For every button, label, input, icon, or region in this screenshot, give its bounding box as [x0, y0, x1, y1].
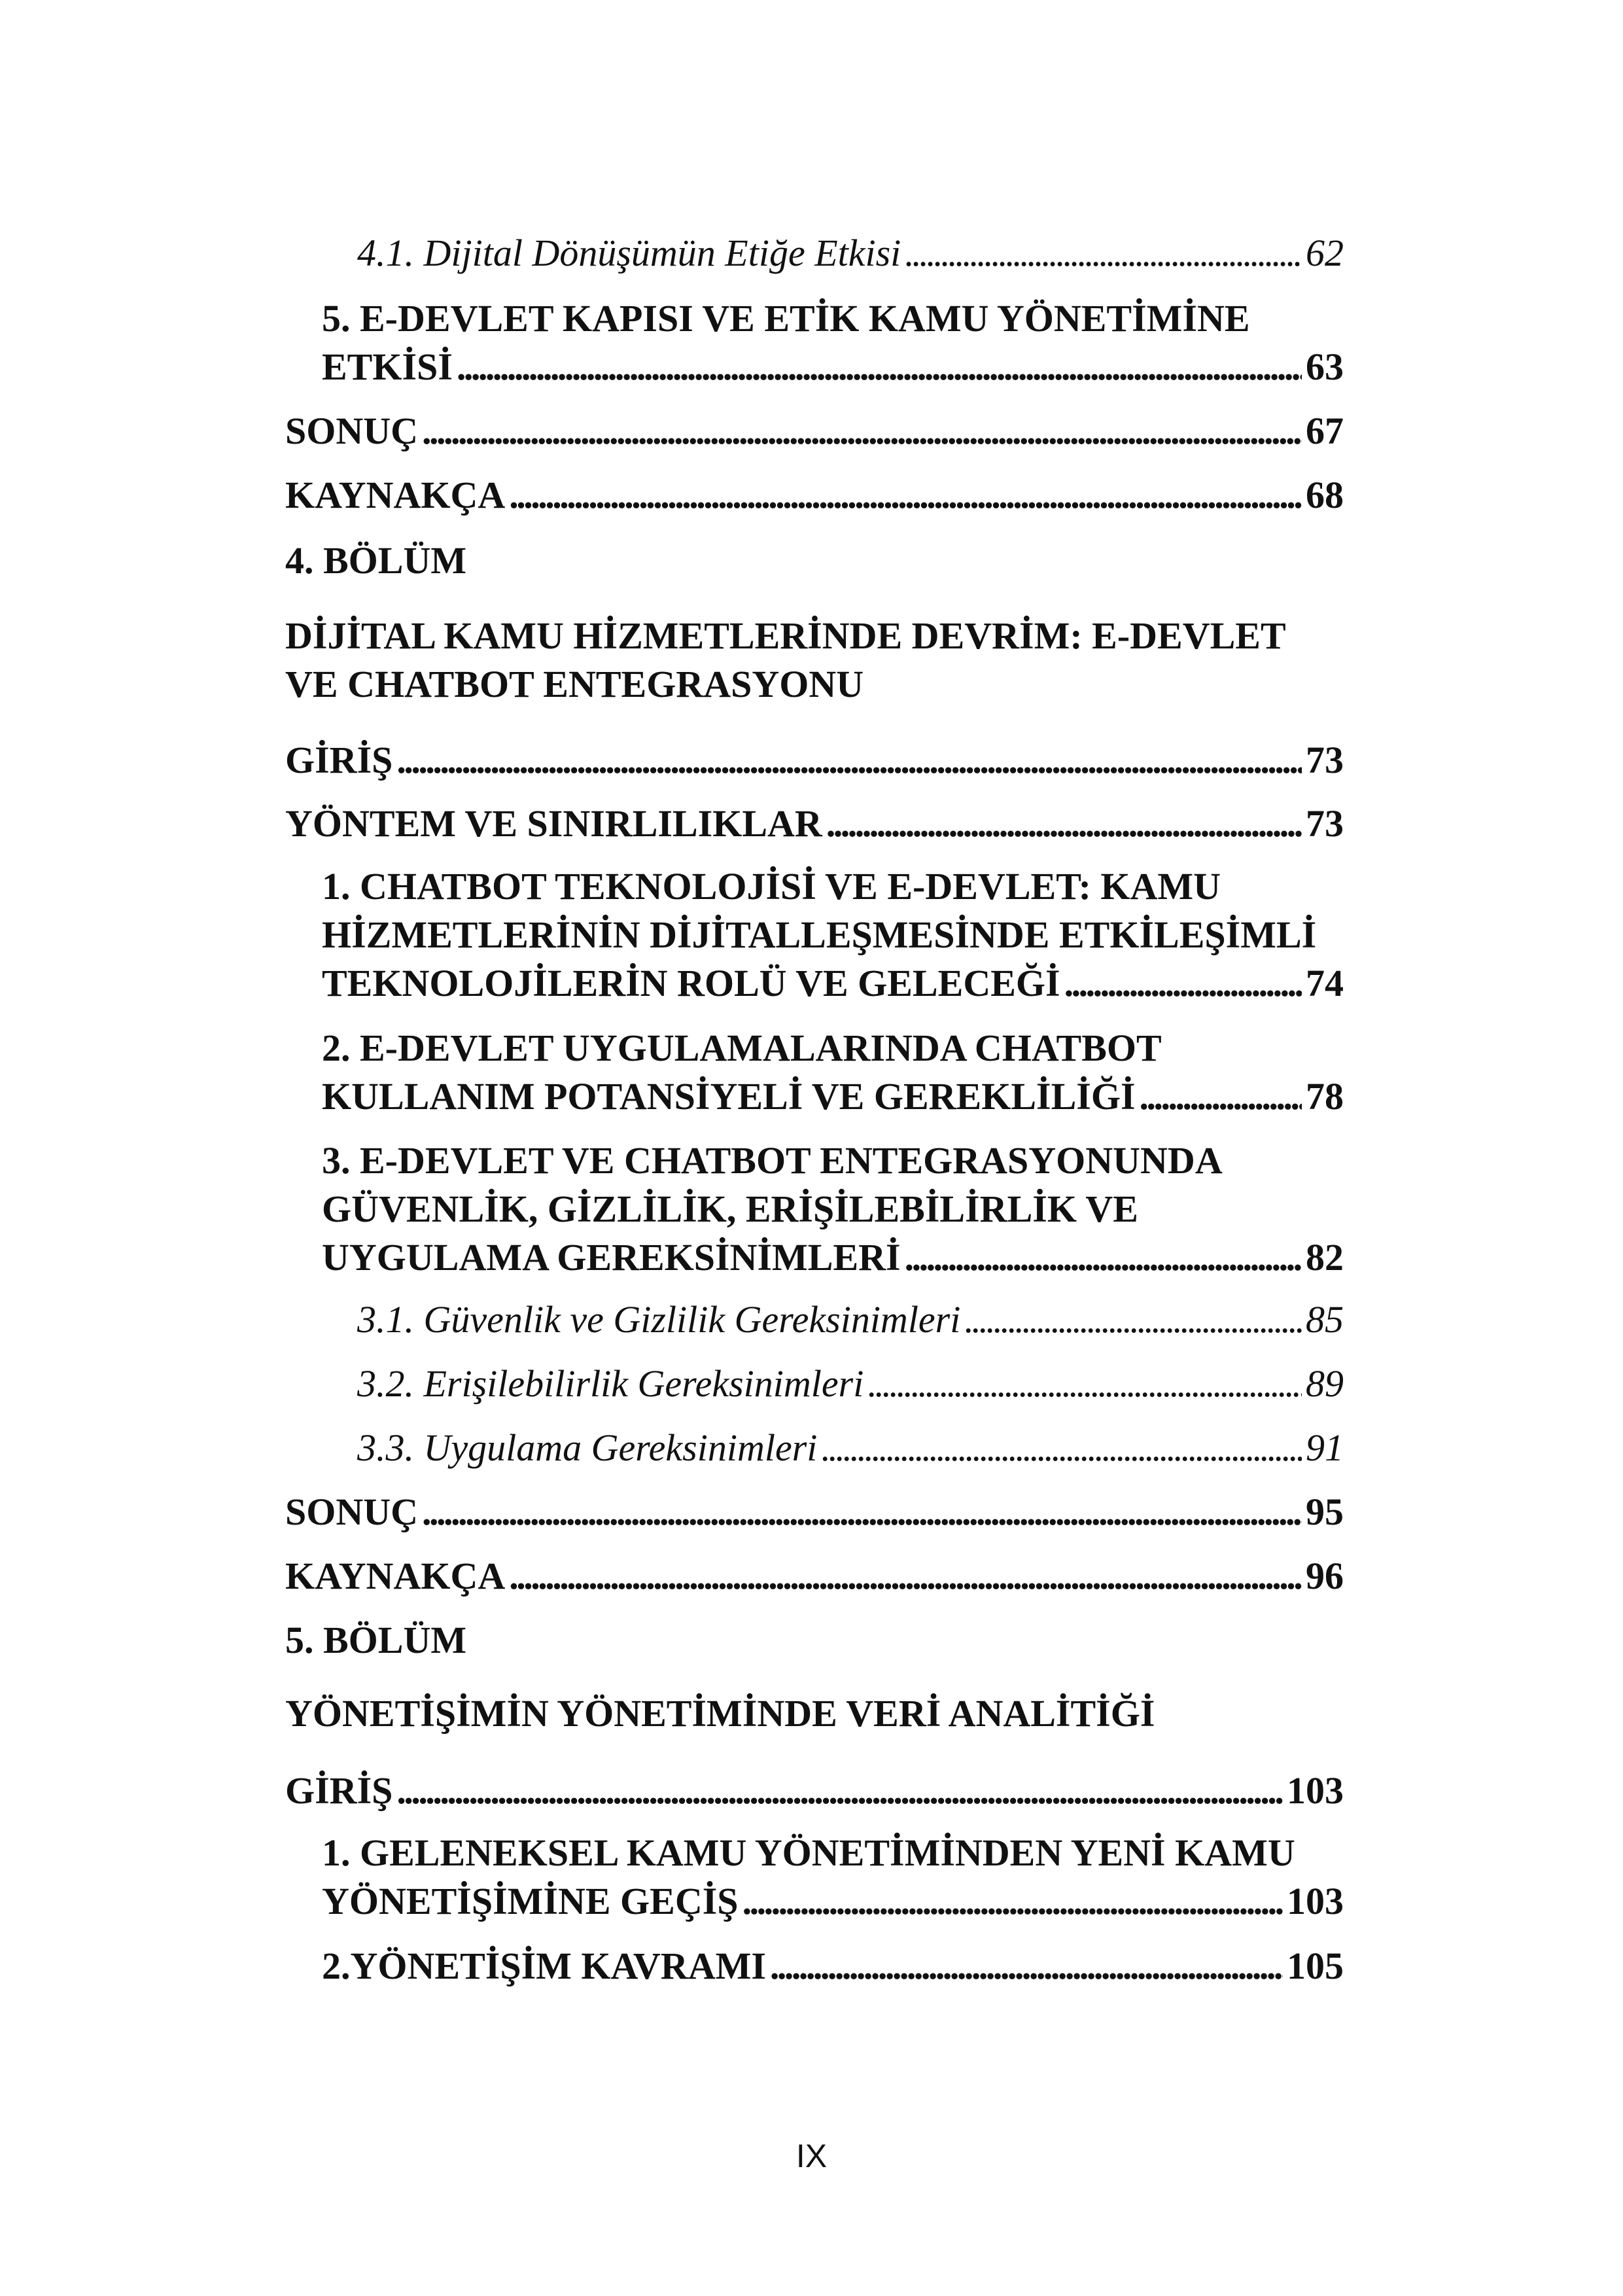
toc-entry-page: 68 [1306, 474, 1344, 516]
toc-entry-page: 74 [1306, 962, 1344, 1004]
toc-entry [322, 1024, 1344, 1121]
dot-leader [964, 1296, 1302, 1344]
dot-leader [770, 1942, 1283, 1990]
toc-entry-title: 4.1. Dijital Dönüşümün Etiğe Etkisi [357, 232, 901, 274]
toc-entry-title: ETKİSİ [322, 345, 453, 388]
toc-entry [357, 1424, 1344, 1472]
toc-entry-page: 96 [1306, 1555, 1344, 1597]
toc-entry-title: UYGULAMA GEREKSİNİMLERİ [322, 1236, 901, 1279]
toc-entry-title: 2.YÖNETİŞİM KAVRAMI [322, 1945, 766, 1987]
toc-entry [357, 1360, 1344, 1408]
toc-entry-title-line: 1. GELENEKSEL KAMU YÖNETİMİNDEN YENİ KAMU [322, 1831, 1295, 1874]
toc-entry-title: GİRİŞ [285, 1769, 393, 1812]
dot-leader [457, 343, 1302, 391]
dot-leader [1064, 959, 1302, 1008]
toc-entry-page: 85 [1306, 1298, 1344, 1341]
dot-leader [867, 1360, 1302, 1408]
dot-leader [396, 736, 1302, 785]
chapter-title-line: VE CHATBOT ENTEGRASYONU [285, 663, 864, 705]
dot-leader [509, 471, 1302, 520]
toc-entry [357, 1296, 1344, 1344]
toc-entry-page: 73 [1306, 802, 1344, 845]
toc-entry [357, 229, 1344, 277]
dot-leader [509, 1552, 1302, 1600]
toc-entry [285, 736, 1344, 785]
chapter-label [285, 1616, 1365, 1665]
toc-entry-page: 82 [1306, 1236, 1344, 1279]
dot-leader [905, 229, 1302, 277]
toc-entry-page: 78 [1306, 1075, 1344, 1118]
toc-entry-title: GİRİŞ [285, 739, 393, 781]
toc-entry [285, 407, 1344, 455]
dot-leader [826, 800, 1302, 848]
dot-leader [742, 1877, 1283, 1926]
toc-entry-page: 91 [1306, 1426, 1344, 1469]
toc-entry [285, 471, 1344, 520]
toc-entry-page: 89 [1306, 1362, 1344, 1405]
toc-entry-page: 105 [1287, 1945, 1344, 1987]
toc-entry-title: YÖNETİŞİMİNE GEÇİŞ [322, 1880, 739, 1922]
chapter-label-text: 5. BÖLÜM [285, 1619, 467, 1661]
chapter-label-text: 4. BÖLÜM [285, 539, 467, 582]
toc-entry [285, 1488, 1344, 1536]
toc-entry-title: 3.1. Güvenlik ve Gizlilik Gereksinimleri [357, 1298, 961, 1341]
toc-entry-title-line: 3. E-DEVLET VE CHATBOT ENTEGRASYONUNDA [322, 1139, 1223, 1182]
toc-entry-page: 103 [1287, 1880, 1344, 1922]
toc-entry-title-line: 2. E-DEVLET UYGULAMALARINDA CHATBOT [322, 1027, 1162, 1069]
toc-entry-title-line: HİZMETLERİNİN DİJİTALLEŞMESİNDE ETKİLEŞİMLİ [322, 913, 1317, 956]
chapter-label [285, 537, 1365, 585]
toc-entry [322, 862, 1344, 1008]
toc-entry-page: 62 [1306, 232, 1344, 274]
toc-entry-page: 95 [1306, 1491, 1344, 1533]
toc-entry [322, 294, 1344, 391]
chapter-title-line: DİJİTAL KAMU HİZMETLERİNDE DEVRİM: E-DEVLET [285, 614, 1286, 657]
toc-entry-title: TEKNOLOJİLERİN ROLÜ VE GELECEĞİ [322, 962, 1060, 1004]
toc-entry-title: SONUÇ [285, 1491, 419, 1533]
dot-leader [1140, 1072, 1302, 1121]
toc-entry-title: YÖNTEM VE SINIRLILIKLAR [285, 802, 822, 845]
toc-entry-page: 103 [1287, 1769, 1344, 1812]
toc-entry-page: 67 [1306, 410, 1344, 452]
chapter-title [285, 1689, 1365, 1738]
toc-entry-title-line: 1. CHATBOT TEKNOLOJİSİ VE E-DEVLET: KAMU [322, 865, 1221, 908]
toc-entry [285, 1767, 1344, 1815]
chapter-title-line: YÖNETİŞİMİN YÖNETİMİNDE VERİ ANALİTİĞİ [285, 1692, 1155, 1735]
toc-entry-page: 63 [1306, 345, 1344, 388]
toc-entry-title: SONUÇ [285, 410, 419, 452]
toc-entry [322, 1942, 1344, 1990]
dot-leader [396, 1767, 1283, 1815]
dot-leader [821, 1424, 1302, 1472]
toc-entry-title-line: 5. E-DEVLET KAPISI VE ETİK KAMU YÖNETİMİNE [322, 297, 1250, 340]
toc-entry-title: 3.3. Uygulama Gereksinimleri [357, 1426, 818, 1469]
toc-entry-title: KAYNAKÇA [285, 1555, 506, 1597]
toc-entry-title: KULLANIM POTANSİYELİ VE GEREKLİLİĞİ [322, 1075, 1136, 1118]
toc-entry [322, 1829, 1344, 1926]
toc-entry [322, 1137, 1344, 1282]
page-number: IX [795, 2138, 828, 2174]
toc-entry [285, 1552, 1344, 1600]
toc-entry-title-line: GÜVENLİK, GİZLİLİK, ERİŞİLEBİLİRLİK VE [322, 1188, 1138, 1230]
chapter-title [285, 612, 1365, 709]
toc-entry-title: KAYNAKÇA [285, 474, 506, 516]
dot-leader [422, 407, 1302, 455]
toc-entry-page: 73 [1306, 739, 1344, 781]
toc-entry-title: 3.2. Erişilebilirlik Gereksinimleri [357, 1362, 864, 1405]
dot-leader [422, 1488, 1302, 1536]
toc-entry [285, 800, 1344, 848]
dot-leader [905, 1233, 1302, 1282]
